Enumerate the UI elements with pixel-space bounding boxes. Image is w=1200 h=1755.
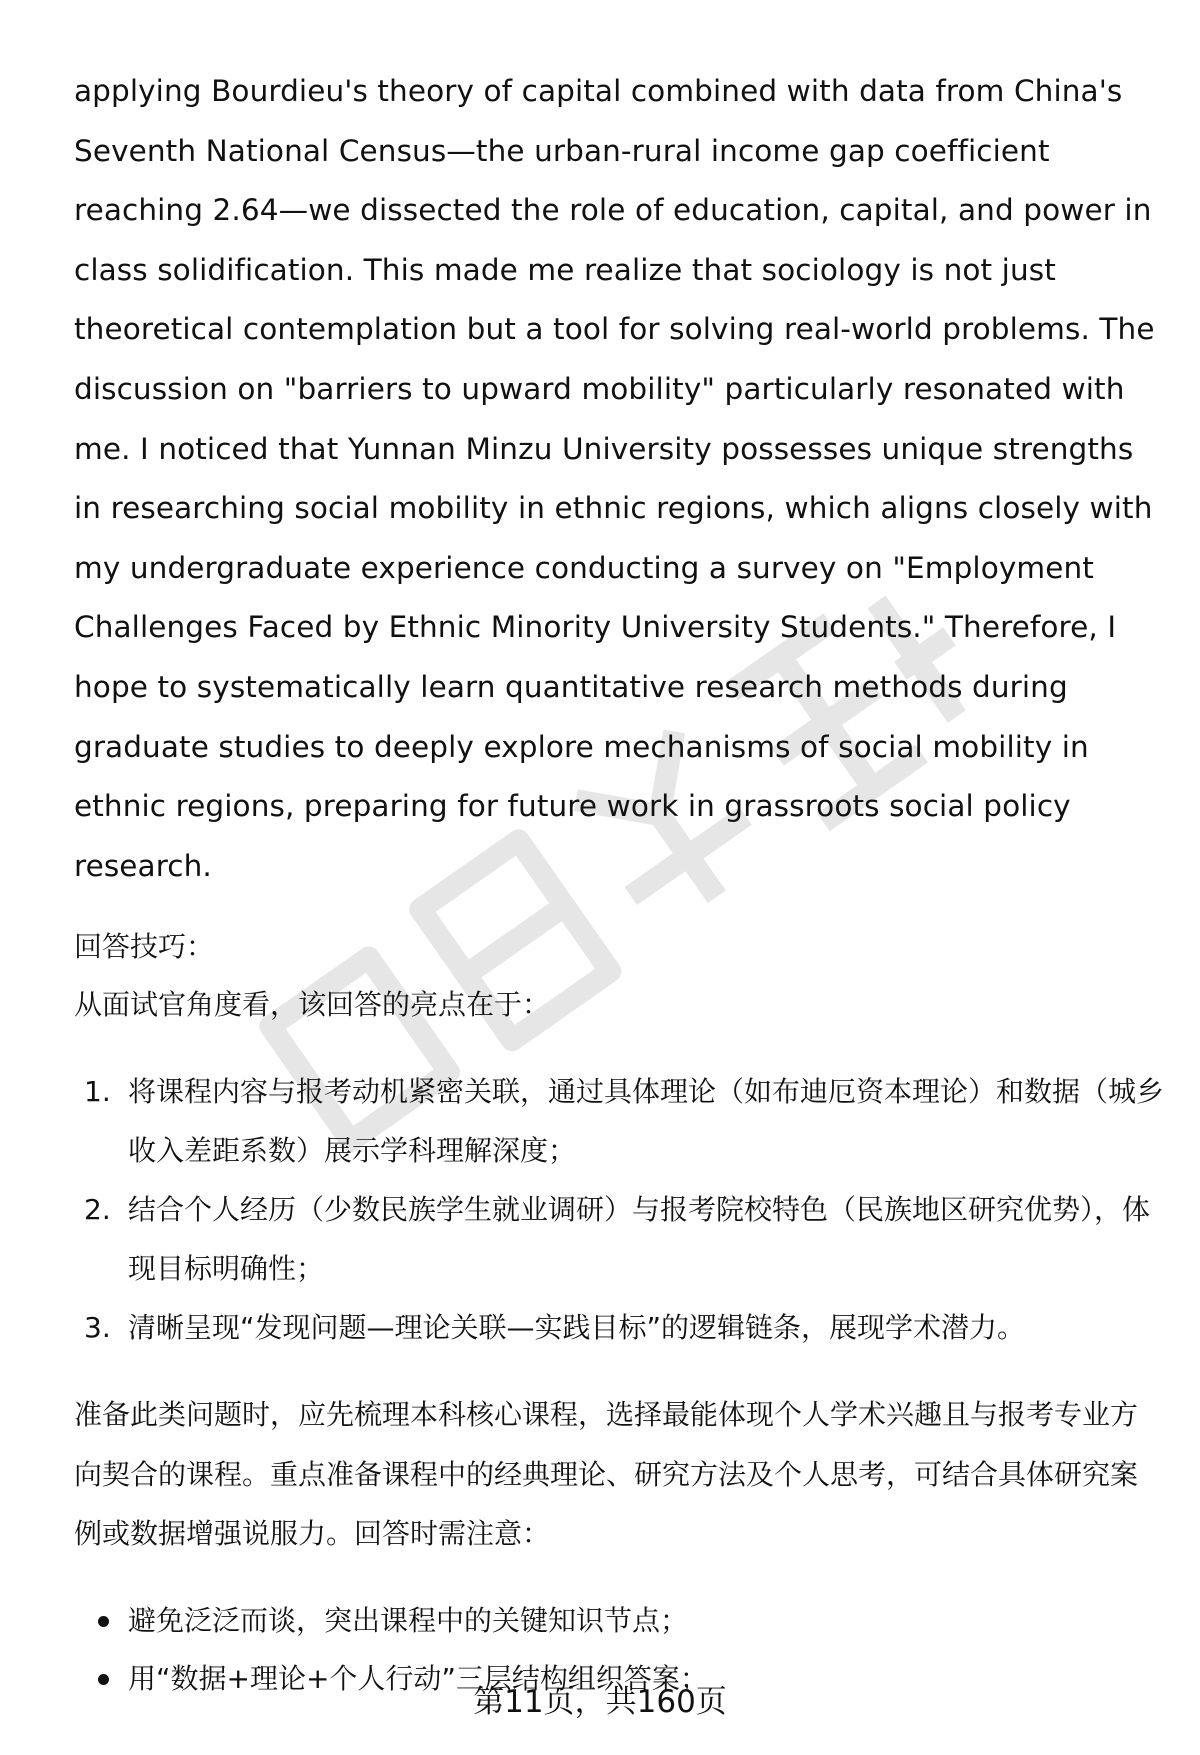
highlights-list: [74, 1062, 1164, 1357]
note-text: 用“数据+理论+个人行动”三层结构组织答案；: [128, 1661, 708, 1695]
tips-intro: 从面试官角度看，该回答的亮点在于：: [74, 988, 551, 1022]
highlight-item: [74, 1298, 1164, 1357]
page-footer: 第11页，共160页: [473, 1684, 727, 1720]
bullet-icon: [98, 1616, 109, 1627]
list-number: 2.: [84, 1193, 111, 1227]
highlight-text: 结合个人经历（少数民族学生就业调研）与报考院校特色（民族地区研究优势），体现目标明确性；: [128, 1193, 1151, 1286]
note-item: [74, 1592, 1164, 1650]
english-paragraph: applying Bourdieu's theory of capital combined with data from China's Seventh National Census—the urban-rural income gap coefficient reaching 2.64—we dissected the role of education, capital, and power in class solidification. This made me realize that sociology is not just theoretical contemplation but a tool for solving real-world problems. The discussion on "barriers to upward mobility" particularly resonated with me. I noticed that Yunnan Minzu University possesses unique strengths in researching social mobility in ethnic regions, which aligns closely with my undergraduate experience conducting a survey on "Employment Challenges Faced by Ethnic Minority University Students." Therefore, I hope to systematically learn quantitative research methods during graduate studies to deeply explore mechanisms of social mobility in ethnic regions, preparing for future work in grassroots social policy research.: [74, 74, 1155, 883]
highlight-text: 清晰呈现“发现问题—理论关联—实践目标”的逻辑链条，展现学术潜力。: [128, 1311, 1026, 1345]
tips-heading: 回答技巧：: [74, 930, 215, 964]
document-content: [74, 62, 1164, 1708]
highlight-item: [74, 1180, 1164, 1298]
highlight-text: 将课程内容与报考动机紧密关联，通过具体理论（如布迪厄资本理论）和数据（城乡收入差距系数）展示学科理解深度；: [128, 1075, 1165, 1168]
list-number: 3.: [84, 1311, 111, 1345]
highlight-item: [74, 1062, 1164, 1180]
note-text: 避免泛泛而谈，突出课程中的关键知识节点；: [128, 1603, 689, 1637]
list-number: 1.: [84, 1075, 111, 1109]
preparation-paragraph: 准备此类问题时，应先梳理本科核心课程，选择最能体现个人学术兴趣且与报考专业方向契合的课程。重点准备课程中的经典理论、研究方法及个人思考，可结合具体研究案例或数据增强说服力。回答时需注意：: [74, 1398, 1139, 1551]
